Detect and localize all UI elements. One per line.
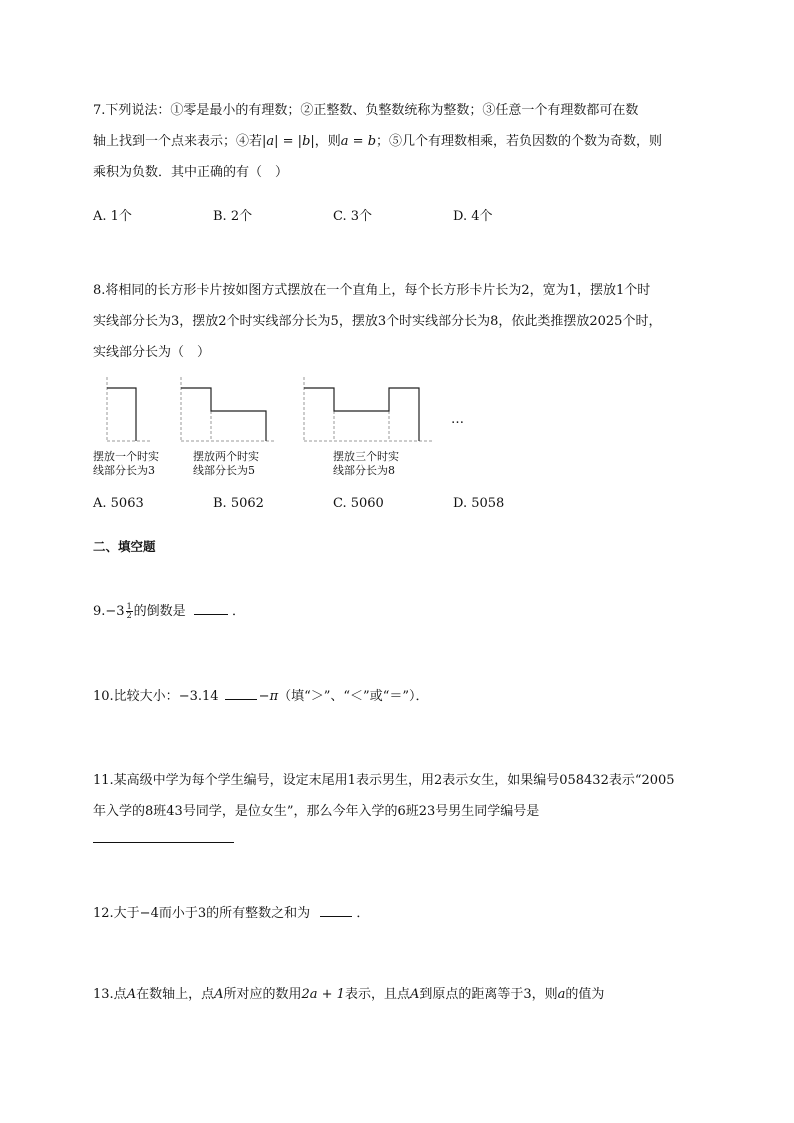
q9-number: 9. [93, 604, 106, 619]
q12 [93, 905, 369, 923]
q9-text: 的倒数是 [133, 604, 186, 619]
q8-line2: 实线部分长为3，摆放2个时实线部分长为5，摆放3个时实线部分长为8，依此类推摆放2025个时， [93, 314, 662, 329]
q13-text-d: 表示，且点 [344, 987, 410, 1002]
q9-denominator: 2 [126, 611, 132, 620]
q13-point-a3: A [409, 987, 420, 1002]
q7-math-eq: a = b [340, 134, 377, 149]
q10-text: 10.比较大小： [93, 689, 179, 704]
q7-line2 [93, 133, 662, 151]
q8-option-d: D. 5058 [453, 496, 505, 511]
q13-text-c: 所对应的数用 [223, 987, 302, 1002]
q7-option-b: B. 2个 [213, 209, 253, 224]
fig2-caption-line2: 线部分长为5 [193, 464, 255, 477]
q13-text-a: 13.点 [93, 987, 127, 1002]
q7-math-abs: |a| = |b| [262, 134, 315, 149]
fig3-caption [333, 450, 399, 478]
q7-option-d: D. 4个 [453, 209, 493, 224]
q10-value: −3.14 [178, 689, 219, 704]
fig2-two-cards [181, 377, 276, 441]
fig2-caption [193, 450, 259, 478]
q9-numerator: 1 [126, 602, 132, 611]
q10-rhs: −π [258, 689, 279, 704]
q7-line1: 7.下列说法：①零是最小的有理数；②正整数、负整数统称为整数；③任意一个有理数都可在数 [93, 103, 639, 118]
q10-answer-blank[interactable] [225, 699, 257, 700]
q7-option-c: C. 3个 [333, 209, 373, 224]
q7-line2-text-b: ，则 [314, 134, 341, 149]
fig1-caption [93, 450, 159, 478]
q7-option-a: A. 1个 [93, 209, 132, 224]
fig1-one-card [107, 377, 152, 441]
q7-line3: 乘积为负数．其中正确的有（ ） [93, 165, 289, 180]
q8-ellipsis: … [451, 412, 464, 427]
q9-answer-blank[interactable] [194, 614, 228, 615]
q12-end: ． [356, 906, 370, 921]
q13-text-b: 在数轴上，点 [136, 987, 215, 1002]
q13-variable: a [557, 987, 566, 1002]
q11-answer-blank[interactable] [93, 842, 234, 843]
q9-fraction [126, 603, 133, 620]
q13-text-f: 的值为 [565, 987, 605, 1002]
fig3-three-cards [304, 377, 433, 441]
q11-line2: 年入学的8班43号同学，是位女生”，那么今年入学的6班23号男生同学编号是 [93, 804, 540, 819]
q9 [93, 603, 245, 621]
q8-figure [0, 375, 794, 455]
q12-answer-blank[interactable] [320, 916, 352, 917]
q12-text: 12.大于−4而小于3的所有整数之和为 [93, 906, 311, 921]
q10 [93, 688, 429, 706]
q8-option-a: A. 5063 [93, 496, 144, 511]
q13-expression: 2a + 1 [301, 987, 345, 1002]
fig3-caption-line1: 摆放三个时实 [333, 450, 399, 463]
q13-point-a2: A [214, 987, 224, 1002]
fig3-caption-line2: 线部分长为8 [333, 464, 395, 477]
q13 [93, 986, 604, 1004]
q8-line1: 8.将相同的长方形卡片按如图方式摆放在一个直角上，每个长方形卡片长为2，宽为1，摆放1个时 [93, 283, 651, 298]
q10-hint: （填“＞”、“＜”或“＝”）． [278, 689, 429, 704]
fig1-caption-line1: 摆放一个时实 [93, 450, 159, 463]
fig2-caption-line1: 摆放两个时实 [193, 450, 259, 463]
q11-line1: 11.某高级中学为每个学生编号，设定末尾用1表示男生，用2表示女生，如果编号058432表示“2005 [93, 773, 675, 788]
q13-point-a1: A [126, 987, 137, 1002]
q8-option-c: C. 5060 [333, 496, 384, 511]
q8-option-b: B. 5062 [213, 496, 264, 511]
q9-whole: −3 [105, 604, 125, 619]
q7-line2-text-c: ；⑤几个有理数相乘，若负因数的个数为奇数，则 [376, 134, 663, 149]
q8-line3: 实线部分长为（ ） [93, 345, 211, 360]
q7-line2-text-a: 轴上找到一个点来表示；④若 [93, 134, 263, 149]
fig1-caption-line2: 线部分长为3 [93, 464, 155, 477]
q9-end: ． [231, 604, 245, 619]
section-heading-fill-blank: 二、填空题 [93, 539, 156, 554]
q13-text-e: 到原点的距离等于3，则 [419, 987, 558, 1002]
